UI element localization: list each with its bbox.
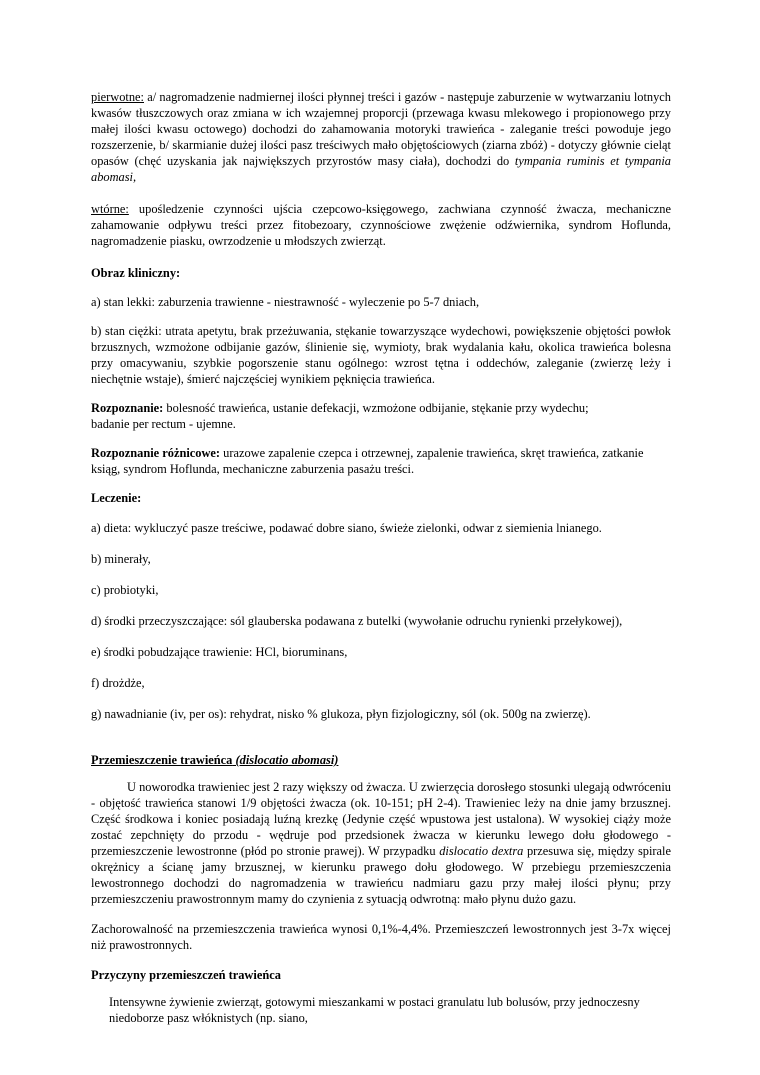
heading-przyczyny: Przyczyny przemieszczeń trawieńca (91, 968, 281, 982)
leczenie-item: g) nawadnianie (iv, per os): rehydrat, nisko % glukoza, płyn fizjologiczny, sól (ok. 500g na zwierzę). (91, 707, 591, 721)
title-italic-przemieszczenie: (dislocatio abomasi) (235, 753, 339, 767)
label-wtorne: wtórne: (91, 202, 129, 216)
paragraph-przyczyny: Intensywne żywienie zwierząt, gotowymi mieszankami w postaci granulatu lub bolusów, przy jednoczesny niedoborze pasz włóknistych (np. siano, (109, 995, 640, 1025)
italic-pierwotne: tympania ruminis et tympania abomasi, (91, 154, 671, 184)
paragraph-pierwotne (91, 89, 671, 185)
heading-obraz-kliniczny: Obraz kliniczny: (91, 266, 181, 280)
label-pierwotne: pierwotne: (91, 90, 144, 104)
obraz-item-a: a) stan lekki: zaburzenia trawienne - niestrawność - wyleczenie po 5-7 dniach, (91, 295, 480, 309)
text-przemieszczenie-1a: U noworodka trawieniec jest 2 razy większy od żwacza. U zwierzęcia dorosłego stosunki ulegają odwróceniu - objętość trawieńca stanowi 1/9 objętości żwacza (ok. 10-151; pH 2-4). Trawieniec leży na dnie jamy brzusznej. Część środkowa i koniec posiadają luźną krezkę (Jedynie część wpustowa jest ustalona). W wysokiej ciąży może zostać zepchnięty do przodu - wędruje pod przedsionek żwacza w kierunku lewego dołu głodowego - przemieszczenie lewostronne (płód po stronie prawej). W przypadku (91, 780, 671, 858)
leczenie-item: e) środki pobudzające trawienie: HCl, bioruminans, (91, 645, 348, 659)
leczenie-item: a) dieta: wykluczyć pasze treściwe, podawać dobre siano, świeże zielonki, odwar z siemienia lnianego. (91, 521, 602, 535)
paragraph-przemieszczenie (91, 779, 671, 907)
text-rozpoznanie-2: badanie per rectum - ujemne. (91, 417, 236, 431)
paragraph-wtorne (91, 201, 671, 249)
text-przemieszczenie-1b: przesuwa się, między spirale okrężnicy a ścianę jamy brzusznej, w kierunku prawego dołu głodowego. W przebiegu przemieszczenia lewostronnego dochodzi do nagromadzenia w trawieńcu nadmiaru gazu przy małej ilości płynu; przy przemieszczeniu prawostronnym mamy do czynienia z sytuacją odwrotną: mało płynu dużo gazu. (91, 844, 671, 906)
paragraph-roznicowe (91, 445, 671, 477)
obraz-item-b: b) stan ciężki: utrata apetytu, brak przeżuwania, stękanie towarzyszące wydechowi, powiększenie objętości powłok brzusznych, wzmożone odbijanie gazów, ślinienie się, wymioty, brak wydalania kału, okolica trawieńca bolesna przy omacywaniu, szybkie pogorszenie stanu ogólnego: wzrost tętna i oddechów, zaleganie (zwierzę leży i niechętnie wstaje), śmierć najczęściej wynikiem pęknięcia trawieńca. (91, 324, 671, 386)
label-rozpoznanie: Rozpoznanie: (91, 401, 164, 415)
paragraph-zachorowalnosc: Zachorowalność na przemieszczenia trawieńca wynosi 0,1%-4,4%. Przemieszczeń lewostronnych jest 3-7x więcej niż prawostronnych. (91, 922, 671, 952)
leczenie-item: d) środki przeczyszczające: sól glauberska podawana z butelki (wywołanie odruchu rynienki przełykowej), (91, 614, 623, 628)
italic-dislocatio-dextra: dislocatio dextra (439, 844, 524, 858)
leczenie-item: b) minerały, (91, 552, 151, 566)
heading-leczenie: Leczenie: (91, 491, 142, 505)
title-przemieszczenie: Przemieszczenie trawieńca (91, 753, 233, 767)
heading-przemieszczenie (91, 752, 671, 768)
text-wtorne: upośledzenie czynności ujścia czepcowo-księgowego, zachwiana czynność żwacza, mechaniczne zahamowanie odpływu treści przez fitobezoary, czynnościowe zwężenie odźwiernika, syndrom Hoflunda, nagromadzenie piasku, owrzodzenie u młodszych zwierząt. (91, 202, 671, 248)
text-rozpoznanie: bolesność trawieńca, ustanie defekacji, wzmożone odbijanie, stękanie przy wydechu; (166, 401, 589, 415)
document-body (91, 89, 671, 1026)
paragraph-rozpoznanie (91, 400, 671, 432)
label-roznicowe: Rozpoznanie różnicowe: (91, 446, 221, 460)
text-pierwotne: a/ nagromadzenie nadmiernej ilości płynnej treści i gazów - następuje zaburzenie w wytwarzaniu lotnych kwasów tłuszczowych oraz zmiana w ich wzajemnej proporcji (przewaga kwasu mlekowego i propionowego przy małej ilości kwasu octowego) dochodzi do zahamowania motoryki trawieńca - zaleganie treści powoduje jego rozszerzenie, b/ skarmianie dużej ilości pasz treściwych mało objętościowych (ziarna zbóż) - dotyczy głównie cieląt opasów (chęć uzyskania jak największych przyrostów masy ciała), dochodzi do (91, 90, 671, 168)
leczenie-item: c) probiotyki, (91, 583, 159, 597)
leczenie-item: f) drożdże, (91, 676, 145, 690)
text-roznicowe: urazowe zapalenie czepca i otrzewnej, zapalenie trawieńca, skręt trawieńca, zatkanie ksiąg, syndrom Hoflunda, mechaniczne zaburzenia pasażu treści. (91, 446, 644, 476)
